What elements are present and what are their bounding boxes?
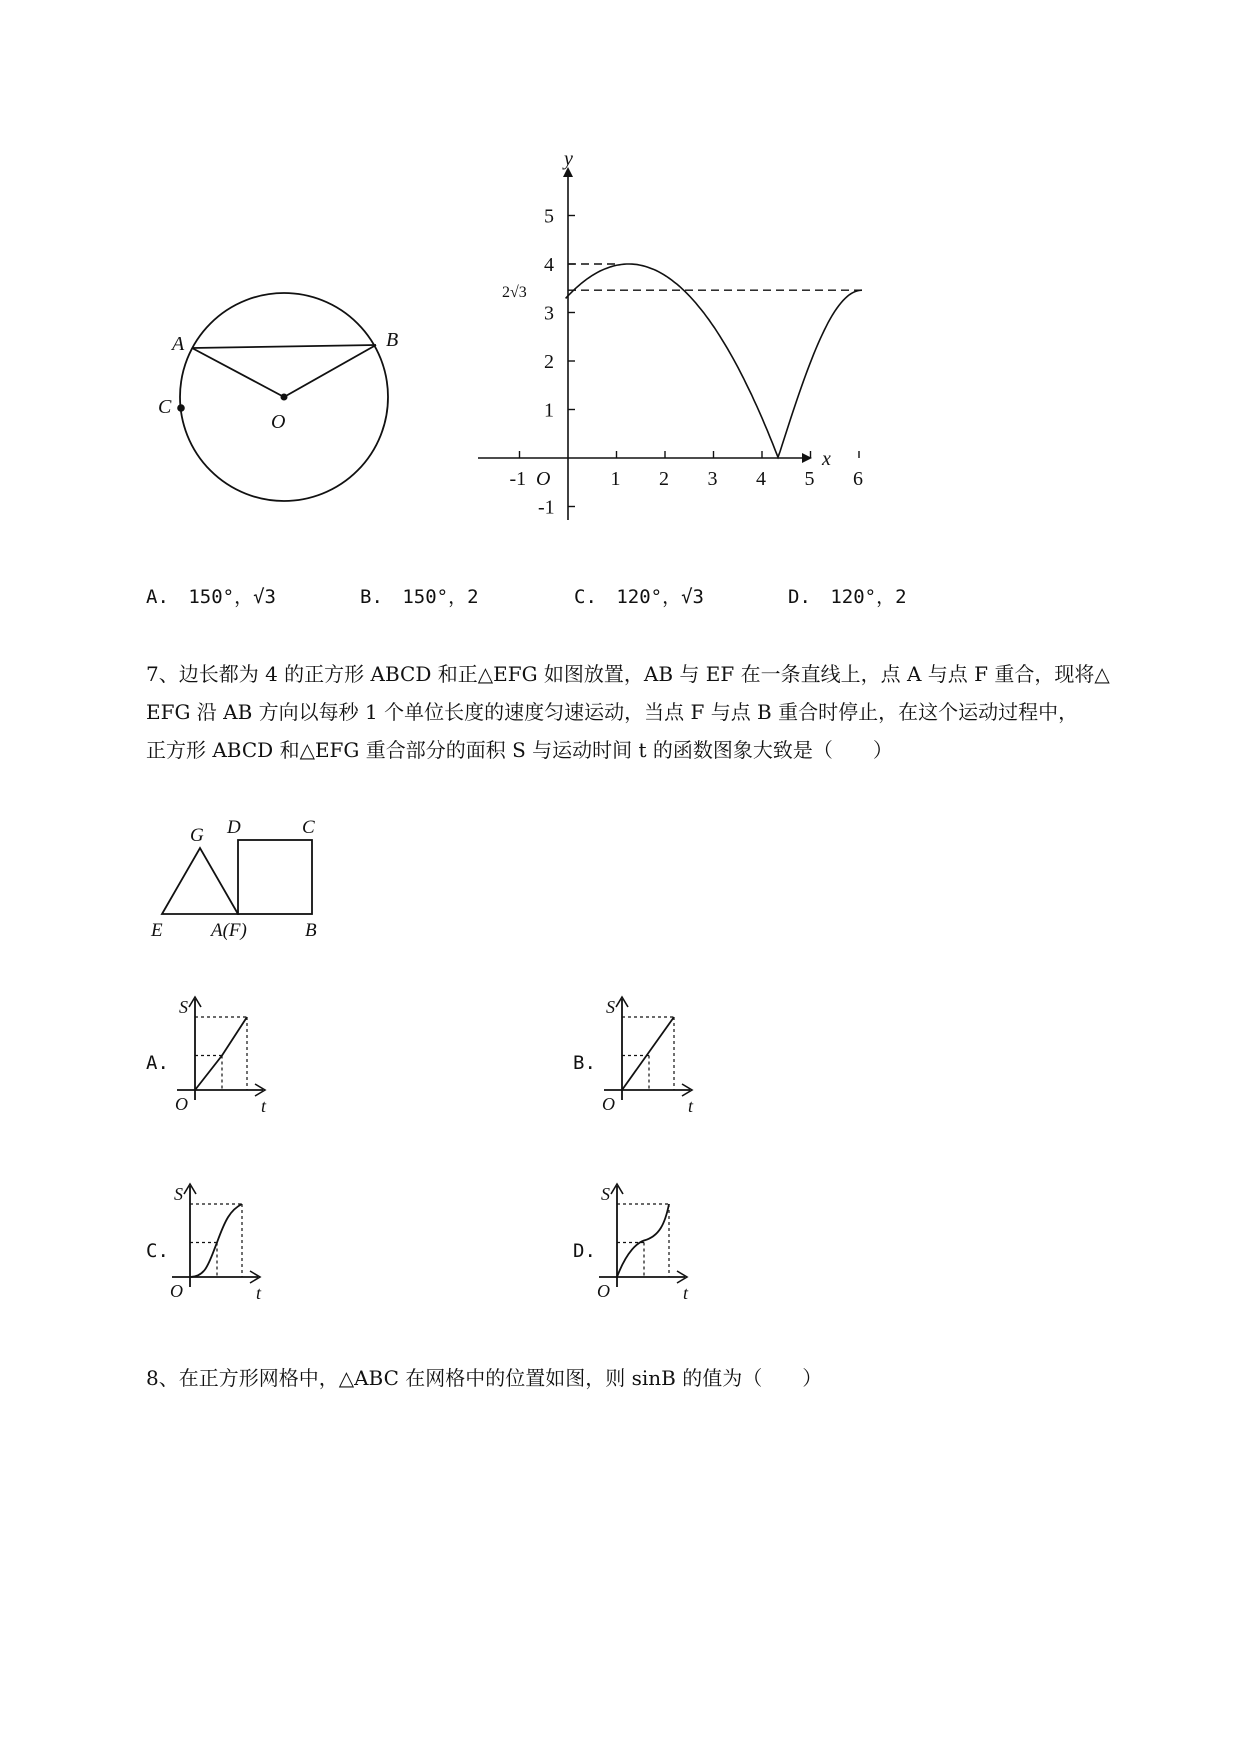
x-tick-label: 6 (853, 468, 863, 490)
mini-curve (617, 1204, 669, 1277)
y-tick-label: 4 (544, 254, 554, 276)
mini-t-label: t (688, 1096, 694, 1116)
label-o: O (271, 411, 286, 433)
mini-t-label: t (683, 1283, 689, 1303)
q8-question: 8、在正方形网格中，△ABC 在网格中的位置如图，则 sinB 的值为（ ） (146, 1366, 823, 1390)
mini-s-label: S (606, 997, 615, 1017)
mini-s-label: S (174, 1184, 183, 1204)
mini-t-label: t (261, 1096, 267, 1116)
y-tick-label: 3 (544, 302, 554, 325)
x-tick-label: 5 (804, 468, 815, 490)
label-c: C (302, 817, 315, 838)
q6-option-d-text: 120°，2 (830, 586, 907, 608)
label-af: A(F) (211, 920, 247, 941)
mini-t-label: t (256, 1283, 262, 1303)
radius-ob (284, 345, 376, 397)
point-c (177, 404, 185, 412)
q6-option-b-letter: B. (360, 586, 383, 608)
q6-option-c-text: 120°，√3 (616, 586, 704, 608)
label-b: B (386, 329, 399, 351)
q7-option-d-graph[interactable] (597, 1172, 727, 1322)
x-tick-label: 2 (659, 468, 669, 490)
x-tick-label: -1 (509, 468, 527, 490)
chord-ab (192, 345, 376, 348)
q6-option-d[interactable] (788, 582, 907, 609)
q7-option-c-graph[interactable] (170, 1172, 300, 1322)
q6-option-b-text: 150°，2 (402, 586, 479, 608)
x-tick-label: 3 (707, 468, 718, 490)
mini-origin-label: O (170, 1281, 183, 1301)
circle-figure (150, 280, 399, 510)
q7-option-b-graph[interactable] (602, 985, 732, 1135)
q6-option-a-letter: A. (146, 586, 169, 608)
x-axis-label: x (822, 448, 831, 470)
radius-oa (192, 348, 284, 397)
triangle-efg (162, 848, 238, 914)
q6-option-d-letter: D. (788, 586, 811, 608)
mini-curve (190, 1204, 242, 1277)
q6-options (146, 582, 1046, 616)
origin-label: O (536, 468, 551, 490)
q7-option-b-letter[interactable]: B. (573, 1052, 596, 1074)
special-tick-label: 2√3 (502, 284, 527, 302)
q7-option-a-letter[interactable]: A. (146, 1052, 169, 1074)
q7-line-1: 7、边长都为 4 的正方形 ABCD 和正△EFG 如图放置，AB 与 EF 在一条直线上，点 A 与点 F 重合，现将△ (146, 662, 1110, 686)
mini-s-label: S (179, 997, 188, 1017)
q7-line-2: EFG 沿 AB 方向以每秒 1 个单位长度的速度匀速运动，当点 F 与点 B 重合时停止，在这个运动过程中， (146, 700, 1079, 724)
mini-origin-label: O (602, 1094, 615, 1114)
q6-option-a[interactable] (146, 582, 276, 609)
y-axis-label: y (564, 148, 573, 170)
function-graph (490, 148, 930, 525)
square-abcd (238, 840, 312, 914)
mini-curve (622, 1017, 674, 1090)
x-tick-label: 4 (756, 468, 766, 490)
center-point (281, 394, 288, 401)
label-b: B (305, 920, 317, 941)
label-g: G (190, 825, 204, 846)
q7-option-c-letter[interactable]: C. (146, 1240, 169, 1262)
label-e: E (151, 920, 163, 941)
q6-option-a-text: 150°，√3 (188, 586, 276, 608)
mini-origin-label: O (597, 1281, 610, 1301)
mini-s-label: S (601, 1184, 610, 1204)
x-tick-label: 1 (610, 468, 621, 490)
y-tick-label: 1 (544, 399, 554, 422)
mini-origin-label: O (175, 1094, 188, 1114)
y-tick-label: -1 (538, 496, 555, 519)
q6-option-c-letter: C. (574, 586, 597, 608)
q6-option-c[interactable] (574, 582, 704, 609)
q7-option-d-letter[interactable]: D. (573, 1240, 596, 1262)
mini-curve (195, 1017, 247, 1090)
function-curve (566, 264, 862, 457)
q7-option-a-graph[interactable] (175, 985, 305, 1135)
y-tick-label: 2 (544, 351, 554, 373)
q7-figure (145, 810, 325, 950)
q7-line-3: 正方形 ABCD 和△EFG 重合部分的面积 S 与运动时间 t 的函数图象大致是（ ） (146, 738, 893, 762)
label-d: D (227, 817, 241, 838)
label-a: A (172, 333, 185, 355)
q6-option-b[interactable] (360, 582, 479, 609)
label-c: C (158, 396, 172, 418)
y-tick-label: 5 (544, 205, 554, 228)
